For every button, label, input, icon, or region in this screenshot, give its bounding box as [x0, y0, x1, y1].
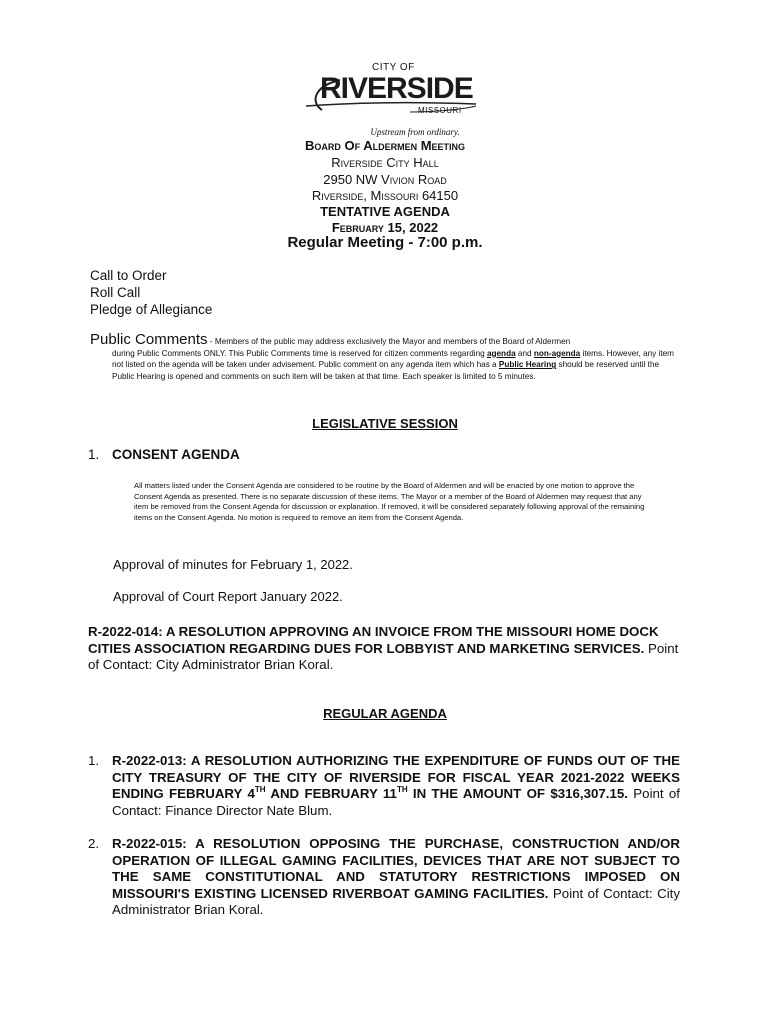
- r014-contact: Point of Contact: City Administrator Brian Koral.: [88, 640, 679, 672]
- tagline: Upstream from ordinary.: [370, 127, 460, 137]
- item-1-number: 1.: [88, 753, 100, 768]
- meeting-date: February 15, 2022: [331, 220, 439, 235]
- consent-agenda-title: CONSENT AGENDA: [112, 447, 240, 462]
- non-agenda-word: non-agenda: [533, 348, 581, 358]
- public-comments: [90, 331, 678, 382]
- address: 2950 NW Vivion Road: [323, 172, 447, 187]
- roll-call: Roll Call: [90, 285, 141, 300]
- consent-agenda-heading: [88, 447, 240, 462]
- regular-agenda-title: REGULAR AGENDA: [323, 706, 447, 721]
- item-2-number: 2.: [88, 836, 100, 851]
- logo-state: MISSOURI: [418, 106, 462, 115]
- city-logo: [300, 62, 480, 124]
- pledge-of-allegiance: Pledge of Allegiance: [90, 302, 213, 317]
- board-title: Board Of Aldermen Meeting: [304, 138, 466, 153]
- logo-name: RIVERSIDE: [320, 72, 473, 105]
- public-comments-text-3: items. However, any item not listed on the agenda will be taken under advisement. Public comment on any agenda item which has a: [112, 348, 674, 370]
- regular-agenda-item-2: [88, 836, 680, 919]
- public-hearing-word: Public Hearing: [498, 360, 557, 370]
- item-1-title-b: AND FEBRUARY 11: [265, 786, 397, 801]
- public-comments-title: Public Comments: [90, 331, 208, 348]
- r014-title: R-2022-014: A RESOLUTION APPROVING AN INVOICE FROM THE MISSOURI HOME DOCK CITIES ASSOCIATION REGARDING DUES FOR LOBBYIST AND MARKETING SERVICES.: [88, 624, 659, 656]
- public-comments-text-2: during Public Comments ONLY. This Public Comments time is reserved for citizen comments regarding: [112, 348, 487, 358]
- public-comments-text-1: - Members of the public may address exclusively the Mayor and members of the Board of Aldermen: [207, 337, 571, 346]
- approval-minutes: Approval of minutes for February 1, 2022.: [113, 557, 353, 572]
- hall-name: Riverside City Hall: [331, 155, 439, 170]
- item-1-sup-b: TH: [396, 785, 408, 794]
- item-1-sup-a: TH: [254, 785, 266, 794]
- item-1-title-c: IN THE AMOUNT OF $316,307.15.: [407, 786, 628, 801]
- item-1-contact: Point of Contact: Finance Director Nate Blum.: [112, 786, 681, 818]
- approval-court-report: Approval of Court Report January 2022.: [113, 589, 343, 604]
- resolution-r-2022-014: [88, 624, 680, 674]
- legislative-session-title: LEGISLATIVE SESSION: [312, 416, 458, 431]
- public-comments-text-4: should be reserved until the Public Hearing is opened and comments on such item will be taken at that time. Each speaker is limited to 5 minutes.: [112, 360, 660, 381]
- city-state-zip: Riverside, Missouri 64150: [311, 188, 459, 203]
- meeting-time: Regular Meeting - 7:00 p.m.: [287, 234, 483, 251]
- consent-agenda-description: All matters listed under the Consent Agenda are considered to be routine by the Board of Aldermen and will be enacted by one motion to approve the Consent Agenda as presented. There is no separate discussion of these items. The Mayor or a member of the Board of Aldermen may request that any item be removed from the Consent Agenda for discussion or explanation. If removed, it will be considered separately following approval of the remaining items on the Consent Agenda. No motion is required to remove an item from the Consent Agenda.: [134, 481, 645, 522]
- agenda-type: TENTATIVE AGENDA: [320, 204, 450, 219]
- consent-agenda-number: 1.: [88, 447, 100, 462]
- agenda-word: agenda: [486, 348, 516, 358]
- item-2-title: R-2022-015: A RESOLUTION OPPOSING THE PURCHASE, CONSTRUCTION AND/OR OPERATION OF ILLEGAL GAMING FACILITIES, DEVICES THAT ARE NOT SUBJECT TO THE SAME CONSTITUTIONAL AND STATUTORY RESTRICTIONS IMPOSED ON MISSOURI'S EXISTING LICENSED RIVERBOAT GAMING FACILITIES.: [112, 836, 680, 901]
- item-1-title-a: R-2022-013: A RESOLUTION AUTHORIZING THE EXPENDITURE OF FUNDS OUT OF THE CITY TREASURY OF THE CITY OF RIVERSIDE FOR FISCAL YEAR 2021-2022 WEEKS ENDING FEBRUARY 4: [112, 753, 680, 801]
- and-word: and: [515, 348, 534, 358]
- call-to-order: Call to Order: [90, 268, 167, 283]
- item-2-contact: Point of Contact: City Administrator Brian Koral.: [112, 885, 681, 917]
- regular-agenda-item-1: [88, 753, 680, 819]
- logo-city-of: CITY OF: [372, 62, 415, 73]
